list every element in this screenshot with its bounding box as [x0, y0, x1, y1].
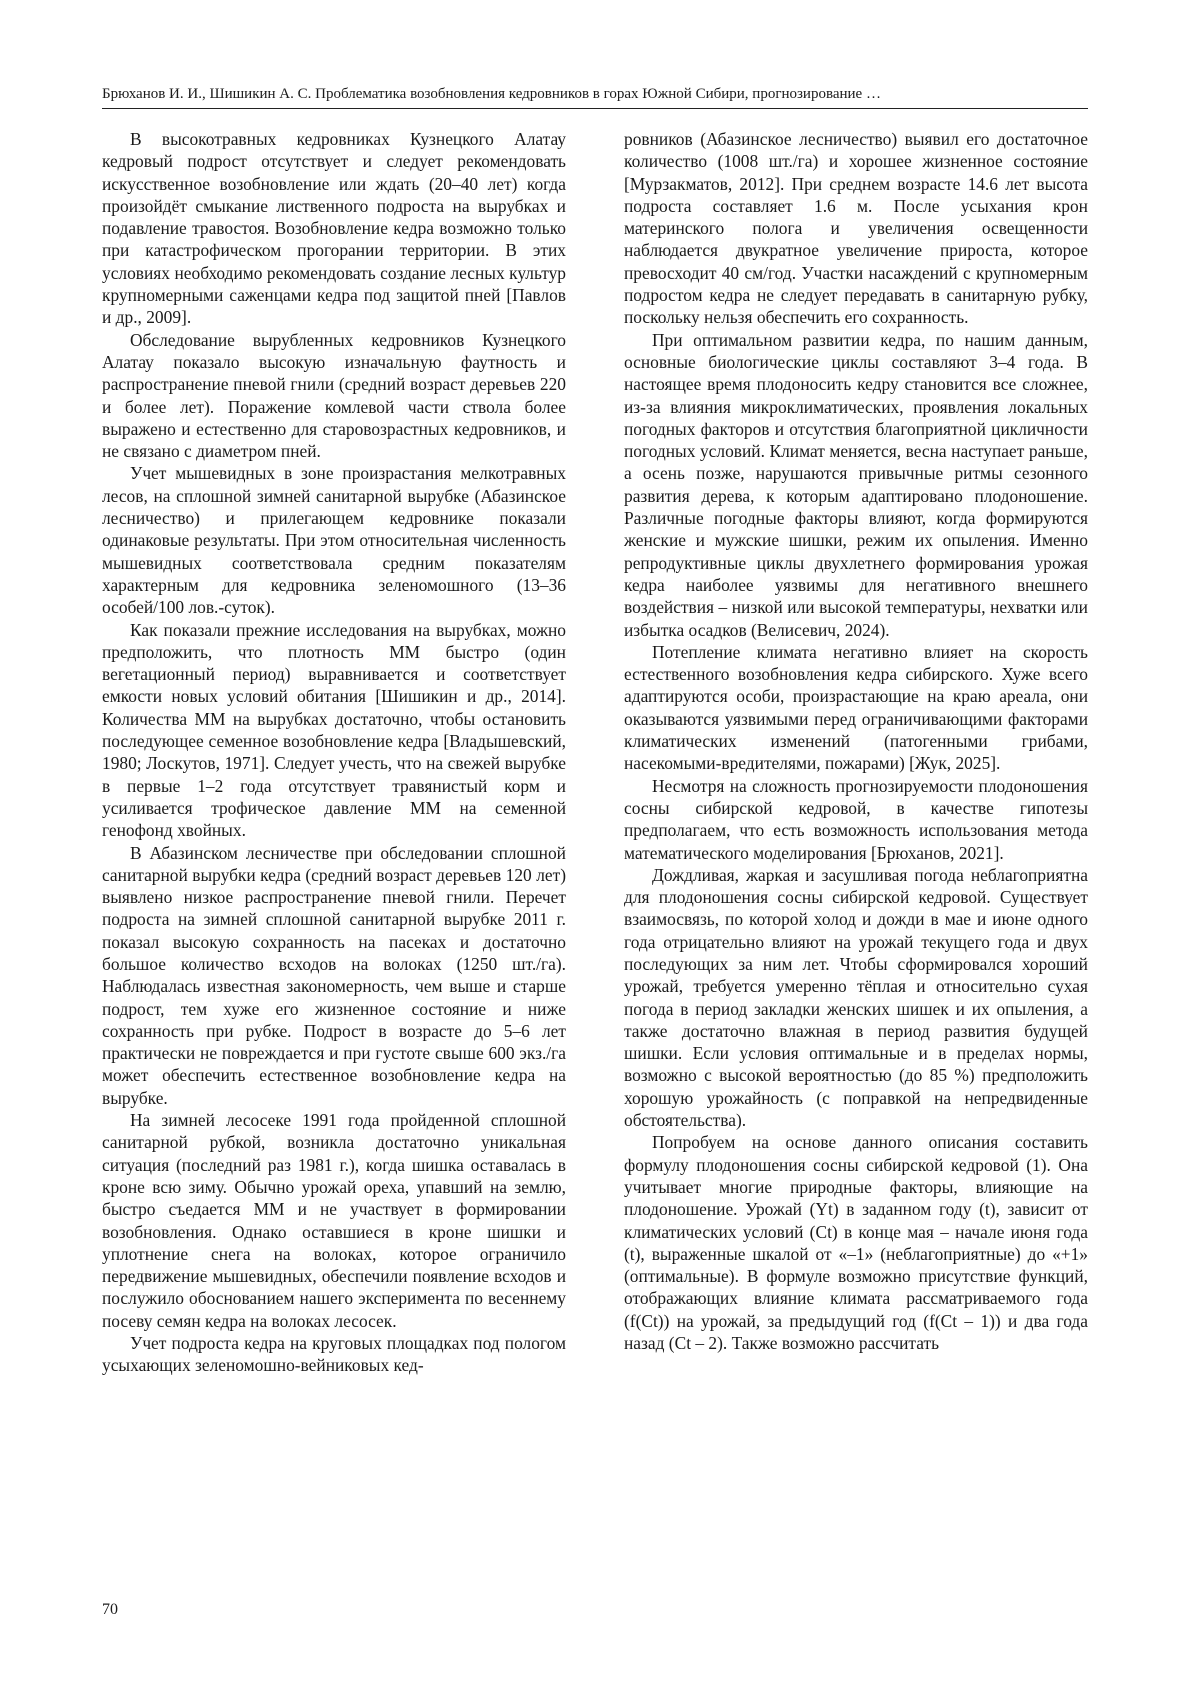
paragraph: Дождливая, жаркая и засушливая погода неблагоприятна для плодоношения сосны сибирской кедровой. Существует взаимосвязь, по которой холод и дожди в мае и июне одного года отрицательно влияют на урожай текущего года и двух последующих за ним лет. Чтобы сформировался хороший урожай, требуется умеренно тёплая и относительно сухая погода в период закладки женских шишек и их опыления, а также достаточно влажная в период развития будущей шишки. Если условия оптимальные и в пределах нормы, возможно с высокой вероятностью (до 85 %) предположить хорошую урожайность (с поправкой на непредвиденные обстоятельства).: [624, 864, 1088, 1131]
paragraph: При оптимальном развитии кедра, по нашим данным, основные биологические циклы составляют 3–4 года. В настоящее время плодоносить кедру становится все сложнее, из-за влияния микроклиматических, проявления локальных погодных факторов и отсутствия благоприятной цикличности погодных условий. Климат меняется, весна наступает раньше, а осень позже, нарушаются привычные ритмы сезонного развития дерева, к которым адаптировано плодоношение. Различные погодные факторы влияют, когда формируются женские и мужские шишки, режим их опыления. Именно репродуктивные циклы двухлетнего формирования урожая кедра наиболее уязвимы для негативного внешнего воздействия – низкой или высокой температуры, нехватки или избытка осадков (Велисевич, 2024).: [624, 329, 1088, 640]
paragraph: На зимней лесосеке 1991 года пройденной сплошной санитарной рубкой, возникла достаточно уникальная ситуация (последний раз 1981 г.), когда шишка оставалась в кроне всю зиму. Обычно урожай ореха, упавший на землю, быстро съедается ММ и не участвует в формировании возобновления. Однако оставшиеся в кроне шишки и уплотнение снега на волоках, которое ограничило передвижение мышевидных, обеспечили появление всходов и послужило обоснованием нашего эксперимента по весеннему посеву семян кедра на волоках лесосек.: [102, 1110, 566, 1331]
header-rule: [102, 108, 1088, 109]
paragraph: В Абазинском лесничестве при обследовании сплошной санитарной вырубки кедра (средний возраст деревьев 120 лет) выявлено низкое распространение пневой гнили. Перечет подроста на зимней сплошной санитарной вырубке 2011 г. показал высокую сохранность на пасеках и достаточно большое количество всходов на волоках (1250 шт./га). Наблюдалась известная закономерность, чем выше и старше подрост, тем хуже его жизненное состояние и ниже сохранность при рубке. Подрост в возрасте до 5–6 лет практически не повреждается и при густоте свыше 600 экз./га может обеспечить естественное возобновление кедра на вырубке.: [102, 842, 566, 1108]
page-number: 70: [102, 1601, 118, 1618]
paragraph-continuation: ровников (Абазинское лесничество) выявил его достаточное количество (1008 шт./га) и хорошее жизненное состояние [Мурзакматов, 2012]. При среднем возрасте 14.6 лет высота подроста составляет 1.6 м. После усыхания крон материнского полога и увеличения освещенности наблюдается двукратное увеличение прироста, которое превосходит 40 см/год. Участки насаждений с крупномерным подростом кедра не следует передавать в санитарную рубку, поскольку нельзя обеспечить его сохранность.: [624, 129, 1088, 328]
paragraph: Учет подроста кедра на круговых площадках под пологом усыхающих зеленомошно-вейниковых кед-: [102, 1333, 566, 1376]
left-column: [102, 128, 566, 1377]
paragraph: Несмотря на сложность прогнозируемости плодоношения сосны сибирской кедровой, в качестве гипотезы предполагаем, что есть возможность использования метода математического моделирования [Брюханов, 2021].: [624, 775, 1088, 863]
paragraph: Учет мышевидных в зоне произрастания мелкотравных лесов, на сплошной зимней санитарной вырубке (Абазинское лесничество) и прилегающем кедровнике показали одинаковые результаты. При этом относительная численность мышевидных соответствовала средним показателям характерным для кедровника зеленомошного (13–36 особей/100 лов.-суток).: [102, 463, 566, 618]
paragraph: В высокотравных кедровниках Кузнецкого Алатау кедровый подрост отсутствует и следует рекомендовать искусственное возобновление или ждать (20–40 лет) когда произойдёт смыкание лиственного подроста на вырубках и подавление травостоя. Возобновление кедра возможно только при катастрофическом прогорании территории. В этих условиях необходимо рекомендовать создание лесных культур крупномерными саженцами кедра под защитой пней [Павлов и др., 2009].: [102, 129, 566, 328]
right-column: [624, 128, 1088, 1354]
running-title: Брюханов И. И., Шишикин А. С. Проблематика возобновления кедровников в горах Южной Сибири, прогнозирование …: [102, 86, 881, 102]
paragraph: Попробуем на основе данного описания составить формулу плодоношения сосны сибирской кедровой (1). Она учитывает многие природные факторы, влияющие на плодоношение. Урожай (Yt) в заданном году (t), зависит от климатических условий (Ct) в конце мая – начале июня года (t), выраженные шкалой от «–1» (неблагоприятные) до «+1» (оптимальные). В формуле возможно присутствие функций, отображающих влияние климата рассматриваемого года (f(Ct)) на урожай, за предыдущий год (f(Ct – 1)) и два года назад (Ct – 2). Также возможно рассчитать: [624, 1132, 1088, 1354]
paragraph: Потепление климата негативно влияет на скорость естественного возобновления кедра сибирского. Хуже всего адаптируются особи, произрастающие на краю ареала, они оказываются уязвимыми перед ограничивающими факторами климатических изменений (патогенными грибами, насекомыми-вредителями, пожарами) [Жук, 2025].: [624, 641, 1088, 774]
paragraph: Обследование вырубленных кедровников Кузнецкого Алатау показало высокую изначальную фаутность и распространение пневой гнили (средний возраст деревьев 220 и более лет). Поражение комлевой части ствола более выражено и естественно для старовозрастных кедровников, и не связано с диаметром пней.: [102, 329, 566, 462]
paragraph: Как показали прежние исследования на вырубках, можно предположить, что плотность ММ быстро (один вегетационный период) выравнивается и соответствует емкости новых условий обитания [Шишикин и др., 2014]. Количества ММ на вырубках достаточно, чтобы остановить последующее семенное возобновление кедра [Владышевский, 1980; Лоскутов, 1971]. Следует учесть, что на свежей вырубке в первые 1–2 года отсутствует травянистый корм и усиливается трофическое давление ММ на семенной генофонд хвойных.: [102, 619, 566, 841]
